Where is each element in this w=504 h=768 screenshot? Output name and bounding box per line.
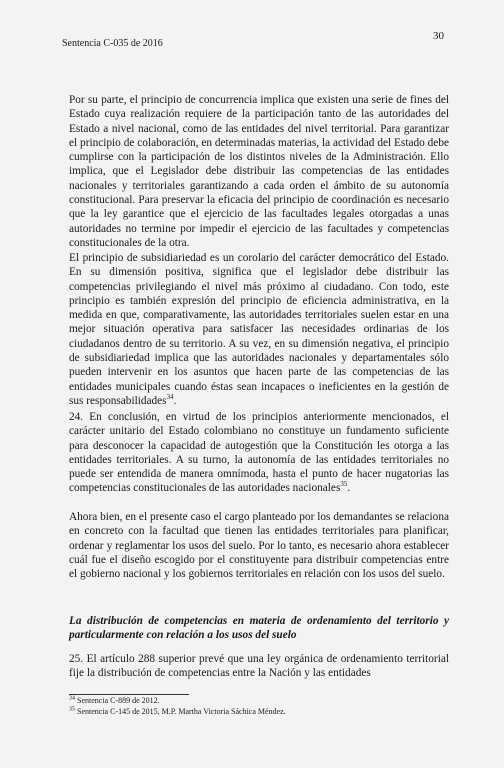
footnote-mark: 35 [69,705,75,712]
footnotes [69,696,449,717]
paragraph-text: 25. El artículo 288 superior prevé que una ley orgánica de ordenamiento territorial fije la distribución de competencias entre la Nación y las entidades [69,653,449,680]
paragraph-text: Por su parte, el principio de concurrencia implica que existen una serie de fines del Estado cuya realización requiere de la participación tanto de las autoridades del Estado a nivel nacional, como de las entidades del nivel territorial. Para garantizar el principio de colaboración, en determinadas materias, la actividad del Estado debe cumplirse con la participación de los distintos niveles de la Administración. Ello implica, que el Legislador debe distribuir las competencias de las entidades nacionales y territoriales garantizando a cada orden el ámbito de su autonomía constitucional. Para preservar la eficacia del principio de coordinación es necesario que la ley garantice que el ejercicio de las facultades legales otorgadas a unas autoridades no termine por impedir el ejercicio de las facultades y competencias constitucionales de la otra. [69,94,449,249]
footnote-ref[interactable]: 35 [340,480,348,489]
paragraph-text: 24. En conclusión, en virtud de los principios anteriormente mencionados, el carácter unitario del Estado colombiano no constituye un fundamento suficiente para desconocer la capacidad de autogestión que la Constitución les otorga a las entidades territoriales. A su turno, la autonomía de las entidades territoriales no puede ser entendida de manera omnímoda, hasta el punto de hacer nugatorias las competencias constitucionales de las autoridades nacionales [69,411,449,495]
paragraph-concurrencia [69,93,449,250]
footnote [69,696,449,707]
paragraph-conclusion: 24. En conclusión, en virtud de los principios anteriormente mencionados, el carácter unitario del Estado colombiano no constituye un fundamento suficiente para desconocer la capacidad de autogestión que la Constitución les otorga a las entidades territoriales. A su turno, la autonomía de las entidades territoriales no puede ser entendida de manera omnímoda, hasta el punto de hacer nugatorias las competencias constitucionales de las autoridades nacionales$^{35}$. [69,411,449,495]
paragraph-cargo [69,510,449,581]
paragraph-text: El principio de subsidiariedad es un corolario del carácter democrático del Estado. En su dimensión positiva, significa que el legislador debe distribuir las competencias privilegiando el nivel más próximo al ciudadano. Con todo, este principio es también expresión del principio de eficiencia administrativa, en la medida en que, comparativamente, las autoridades territoriales suelen estar en una mejor situación operativa para satisfacer las necesidades ordinarias de los ciudadanos dentro de su territorio. A su vez, en su dimensión negativa, el principio de subsidiariedad implica que las autoridades nacionales y departamentales sólo pueden intervenir en los asuntos que hacen parte de las competencias de las entidades municipales cuando éstas sean incapaces o ineficientes en la gestión de sus responsabilidades [69,252,449,407]
paragraph-articulo-288 [69,652,449,681]
footnote-text: Sentencia C-889 de 2012. [77,696,160,705]
footnote [69,707,449,718]
footnote-text: Sentencia C-145 de 2015, M.P. Martha Victoria Sáchica Méndez. [77,706,286,716]
footnote-ref[interactable]: 34 [166,393,174,402]
footnote-divider [69,694,189,695]
running-header-title: Sentencia C-035 de 2016 [62,38,163,49]
paragraph-subsidiariedad: El principio de subsidiariedad es un corolario del carácter democrático del Estado. En su dimensión positiva, significa que el legislador debe distribuir las competencias privilegiando el nivel más próximo al ciudadano. Con todo, este principio es también expresión del principio de eficiencia administrativa, en la medida en que, comparativamente, las autoridades territoriales suelen estar en una mejor situación operativa para satisfacer las necesidades ordinarias de los ciudadanos dentro de su territorio. A su vez, en su dimensión negativa, el principio de subsidiariedad implica que las autoridades nacionales y departamentales sólo pueden intervenir en los asuntos que hacen parte de las competencias de las entidades municipales cuando éstas sean incapaces o ineficientes en la gestión de sus responsabilidades$^{34}$. [69,252,449,407]
section-heading: La distribución de competencias en materia de ordenamiento del territorio y particularmente con relación a los usos del suelo [69,615,449,642]
paragraph-text: Ahora bien, en el presente caso el cargo planteado por los demandantes se relaciona en concreto con la facultad que tienen las entidades territoriales para planificar, ordenar y reglamentar los usos del suelo. Por lo tanto, es necesario ahora establecer cuál fue el diseño escogido por el constituyente para distribuir competencias entre el gobierno nacional y los gobiernos territoriales en relación con los usos del suelo. [69,511,449,581]
page-number: 30 [433,30,444,42]
footnote-mark: 34 [69,695,75,702]
